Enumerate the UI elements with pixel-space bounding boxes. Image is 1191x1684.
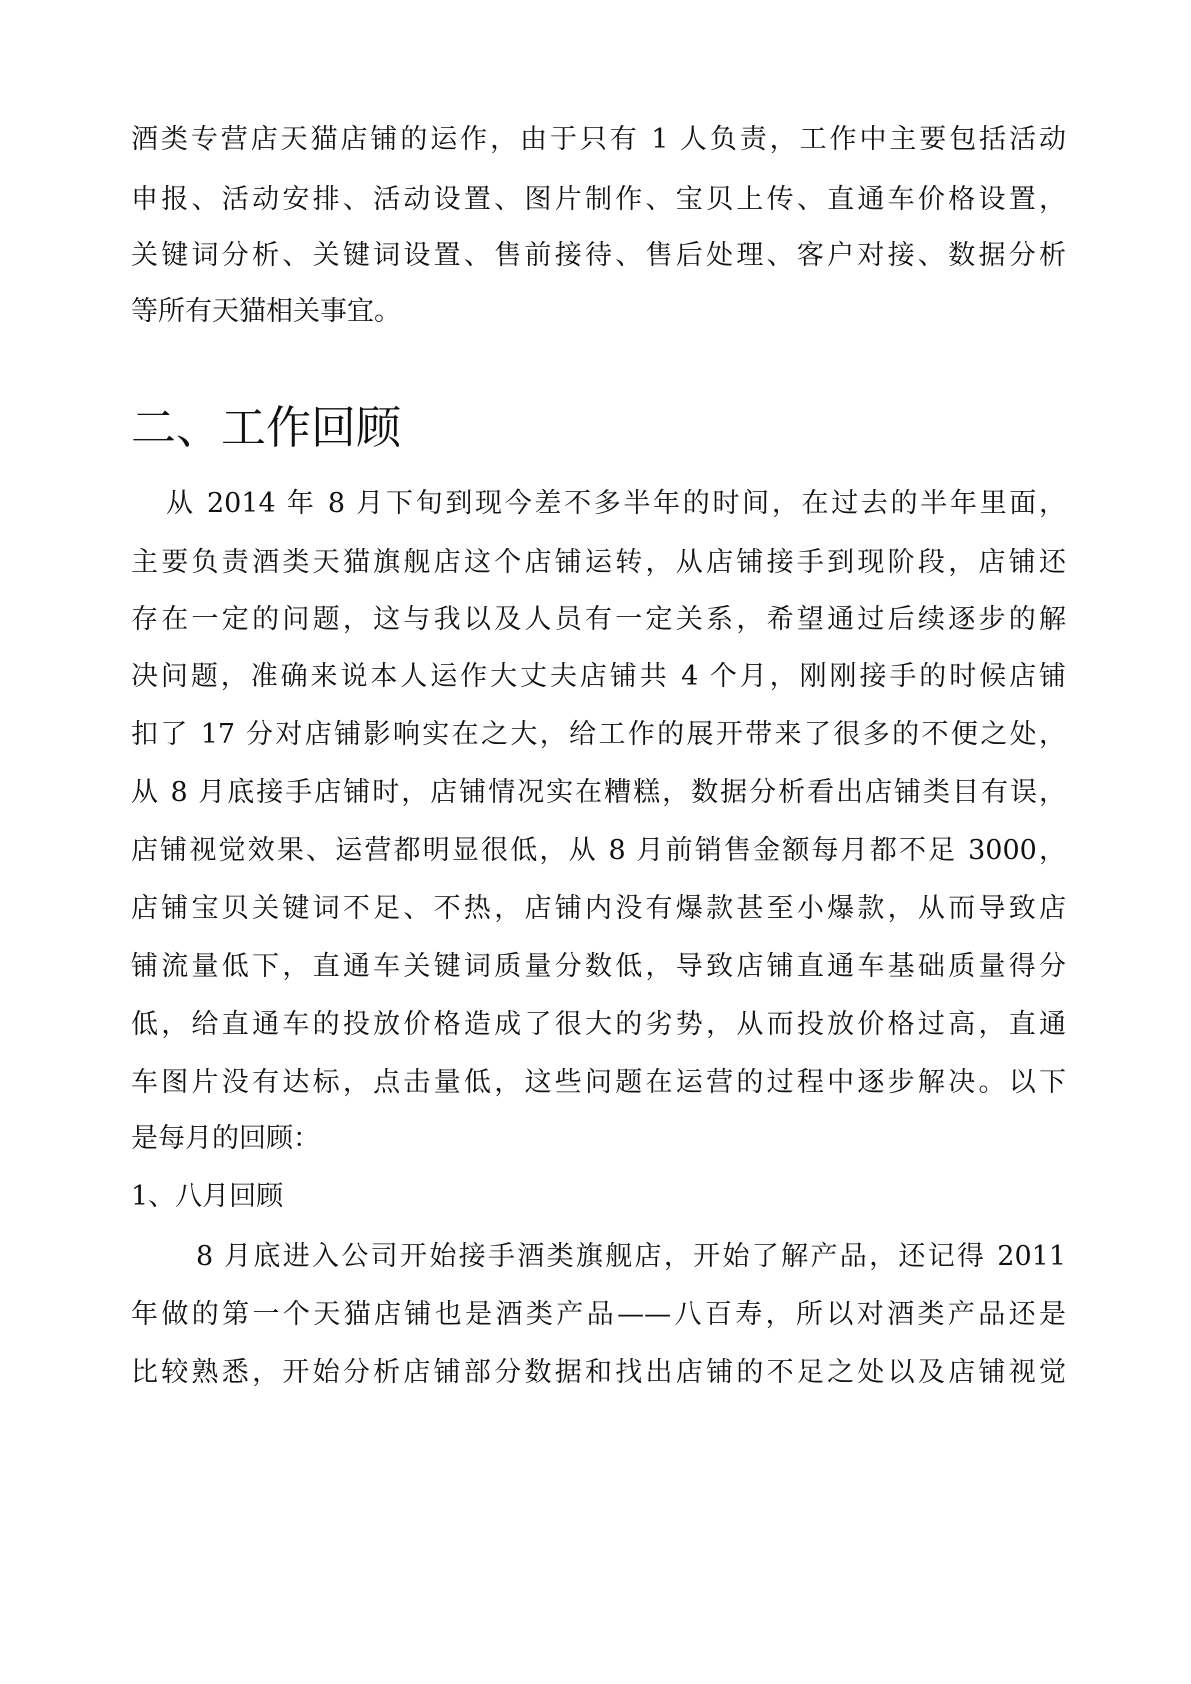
august-line-3: 比较熟悉，开始分析店铺部分数据和找出店铺的不足之处以及店铺视觉	[131, 1357, 1066, 1388]
august-line-2: 年做的第一个天猫店铺也是酒类产品——八百寿，所以对酒类产品还是	[131, 1299, 1066, 1330]
intro-line-3: 关键词分析、关键词设置、售前接待、售后处理、客户对接、数据分析	[131, 240, 1066, 271]
section-heading: 二、工作回顾	[131, 401, 402, 454]
review-line-11: 车图片没有达标，点击量低，这些问题在运营的过程中逐步解决。以下	[131, 1067, 1066, 1098]
august-title: 1、八月回顾	[131, 1181, 284, 1212]
intro-line-1: 酒类专营店天猫店铺的运作，由于只有 1 人负责，工作中主要包括活动	[131, 124, 1066, 155]
review-line-7: 店铺视觉效果、运营都明显很低，从 8 月前销售金额每月都不足 3000，	[131, 835, 1066, 866]
review-line-10: 低，给直通车的投放价格造成了很大的劣势，从而投放价格过高，直通	[131, 1009, 1066, 1040]
review-line-5: 扣了 17 分对店铺影响实在之大，给工作的展开带来了很多的不便之处，	[131, 719, 1066, 750]
review-line-6: 从 8 月底接手店铺时，店铺情况实在糟糕，数据分析看出店铺类目有误，	[131, 777, 1066, 808]
review-line-1: 从 2014 年 8 月下旬到现今差不多半年的时间，在过去的半年里面，	[166, 488, 1066, 519]
intro-line-2: 申报、活动安排、活动设置、图片制作、宝贝上传、直通车价格设置，	[131, 184, 1066, 215]
intro-line-4: 等所有天猫相关事宜。	[131, 296, 401, 327]
review-line-2: 主要负责酒类天猫旗舰店这个店铺运转，从店铺接手到现阶段，店铺还	[131, 547, 1066, 578]
review-line-4: 决问题，准确来说本人运作大丈夫店铺共 4 个月，刚刚接手的时候店铺	[131, 661, 1066, 692]
review-line-8: 店铺宝贝关键词不足、不热，店铺内没有爆款甚至小爆款，从而导致店	[131, 893, 1066, 924]
review-line-12: 是每月的回顾：	[131, 1123, 320, 1154]
review-line-9: 铺流量低下，直通车关键词质量分数低，导致店铺直通车基础质量得分	[131, 951, 1066, 982]
august-line-1: 8 月底进入公司开始接手酒类旗舰店，开始了解产品，还记得 2011	[196, 1241, 1066, 1272]
review-line-3: 存在一定的问题，这与我以及人员有一定关系，希望通过后续逐步的解	[131, 604, 1066, 635]
